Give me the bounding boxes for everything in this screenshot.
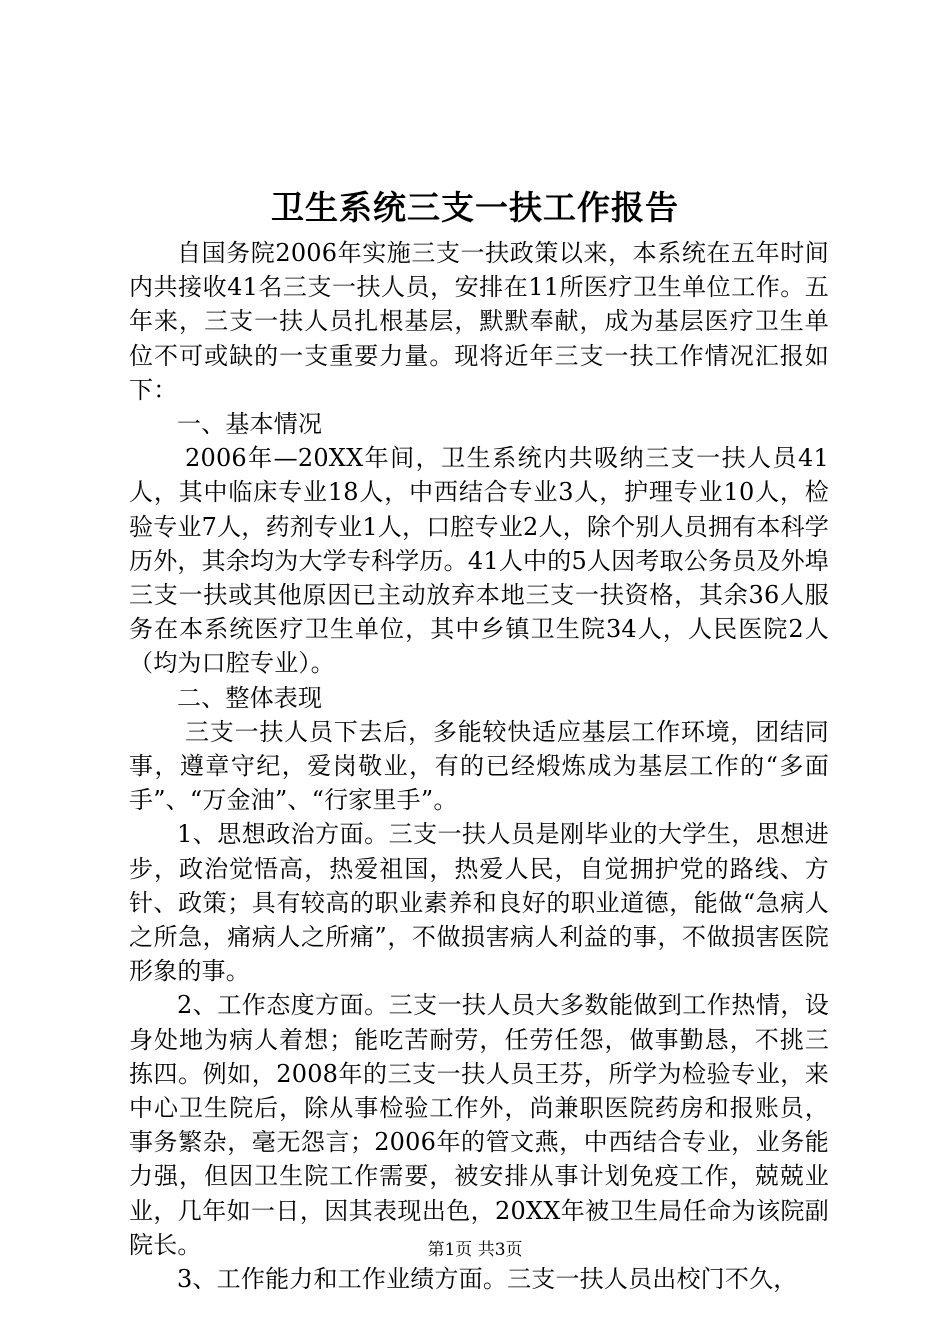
intro-paragraph: 自国务院2006年实施三支一扶政策以来，本系统在五年时间内共接收41名三支一扶人员，安排在11所医疗卫生单位工作。五年来，三支一扶人员扎根基层，默默奉献，成为基层医疗卫生单位不可或缺的一支重要力量。现将近年三支一扶工作情况汇报如下： xyxy=(129,239,829,404)
document-title: 卫生系统三支一扶工作报告 xyxy=(271,188,679,227)
political-aspect-paragraph: 1、思想政治方面。三支一扶人员是刚毕业的大学生，思想进步，政治觉悟高，热爱祖国，热爱人民，自觉拥护党的路线、方针、政策；具有较高的职业素养和良好的职业道德，能做“急病人之所急，痛病人之所痛”，不做损害病人利益的事，不做损害医院形象的事。 xyxy=(129,820,829,986)
work-ability-paragraph: 3、工作能力和工作业绩方面。三支一扶人员出校门不久， xyxy=(177,1265,798,1294)
section-heading-basic: 一、基本情况 xyxy=(177,410,323,439)
section-heading-overall: 二、整体表现 xyxy=(177,683,323,712)
page-number-footer: 第1页 共3页 xyxy=(427,1240,523,1260)
document-body xyxy=(129,236,829,1296)
basic-situation-paragraph: 2006年—20XX年间，卫生系统内共吸纳三支一扶人员41人，其中临床专业18人，中西结合专业3人，护理专业10人，检验专业7人，药剂专业1人，口腔专业2人，除个别人员拥有本科学历外，其余均为大学专科学历。41人中的5人因考取公务员及外埠三支一扶或其他原因已主动放弃本地三支一扶资格，其余36人服务在本系统医疗卫生单位，其中乡镇卫生院34人，人民医院2人（均为口腔专业）。 xyxy=(129,444,829,678)
overall-performance-paragraph: 三支一扶人员下去后，多能较快适应基层工作环境，团结同事，遵章守纪，爱岗敬业，有的已经煅炼成为基层工作的“多面手”、“万金油”、“行家里手”。 xyxy=(129,717,829,815)
work-attitude-paragraph: 2、工作态度方面。三支一扶人员大多数能做到工作热情，设身处地为病人着想；能吃苦耐劳，任劳任怨，做事勤恳，不挑三拣四。例如，2008年的三支一扶人员王芬，所学为检验专业，来中心卫生院后，除从事检验工作外，尚兼职医院药房和报账员，事务繁杂，毫无怨言；2006年的管文燕，中西结合专业，业务能力强，但因卫生院工作需要，被安排从事计划免疫工作，兢兢业业，几年如一日，因其表现出色，20XX年被卫生局任命为该院副院长。 xyxy=(129,991,829,1259)
